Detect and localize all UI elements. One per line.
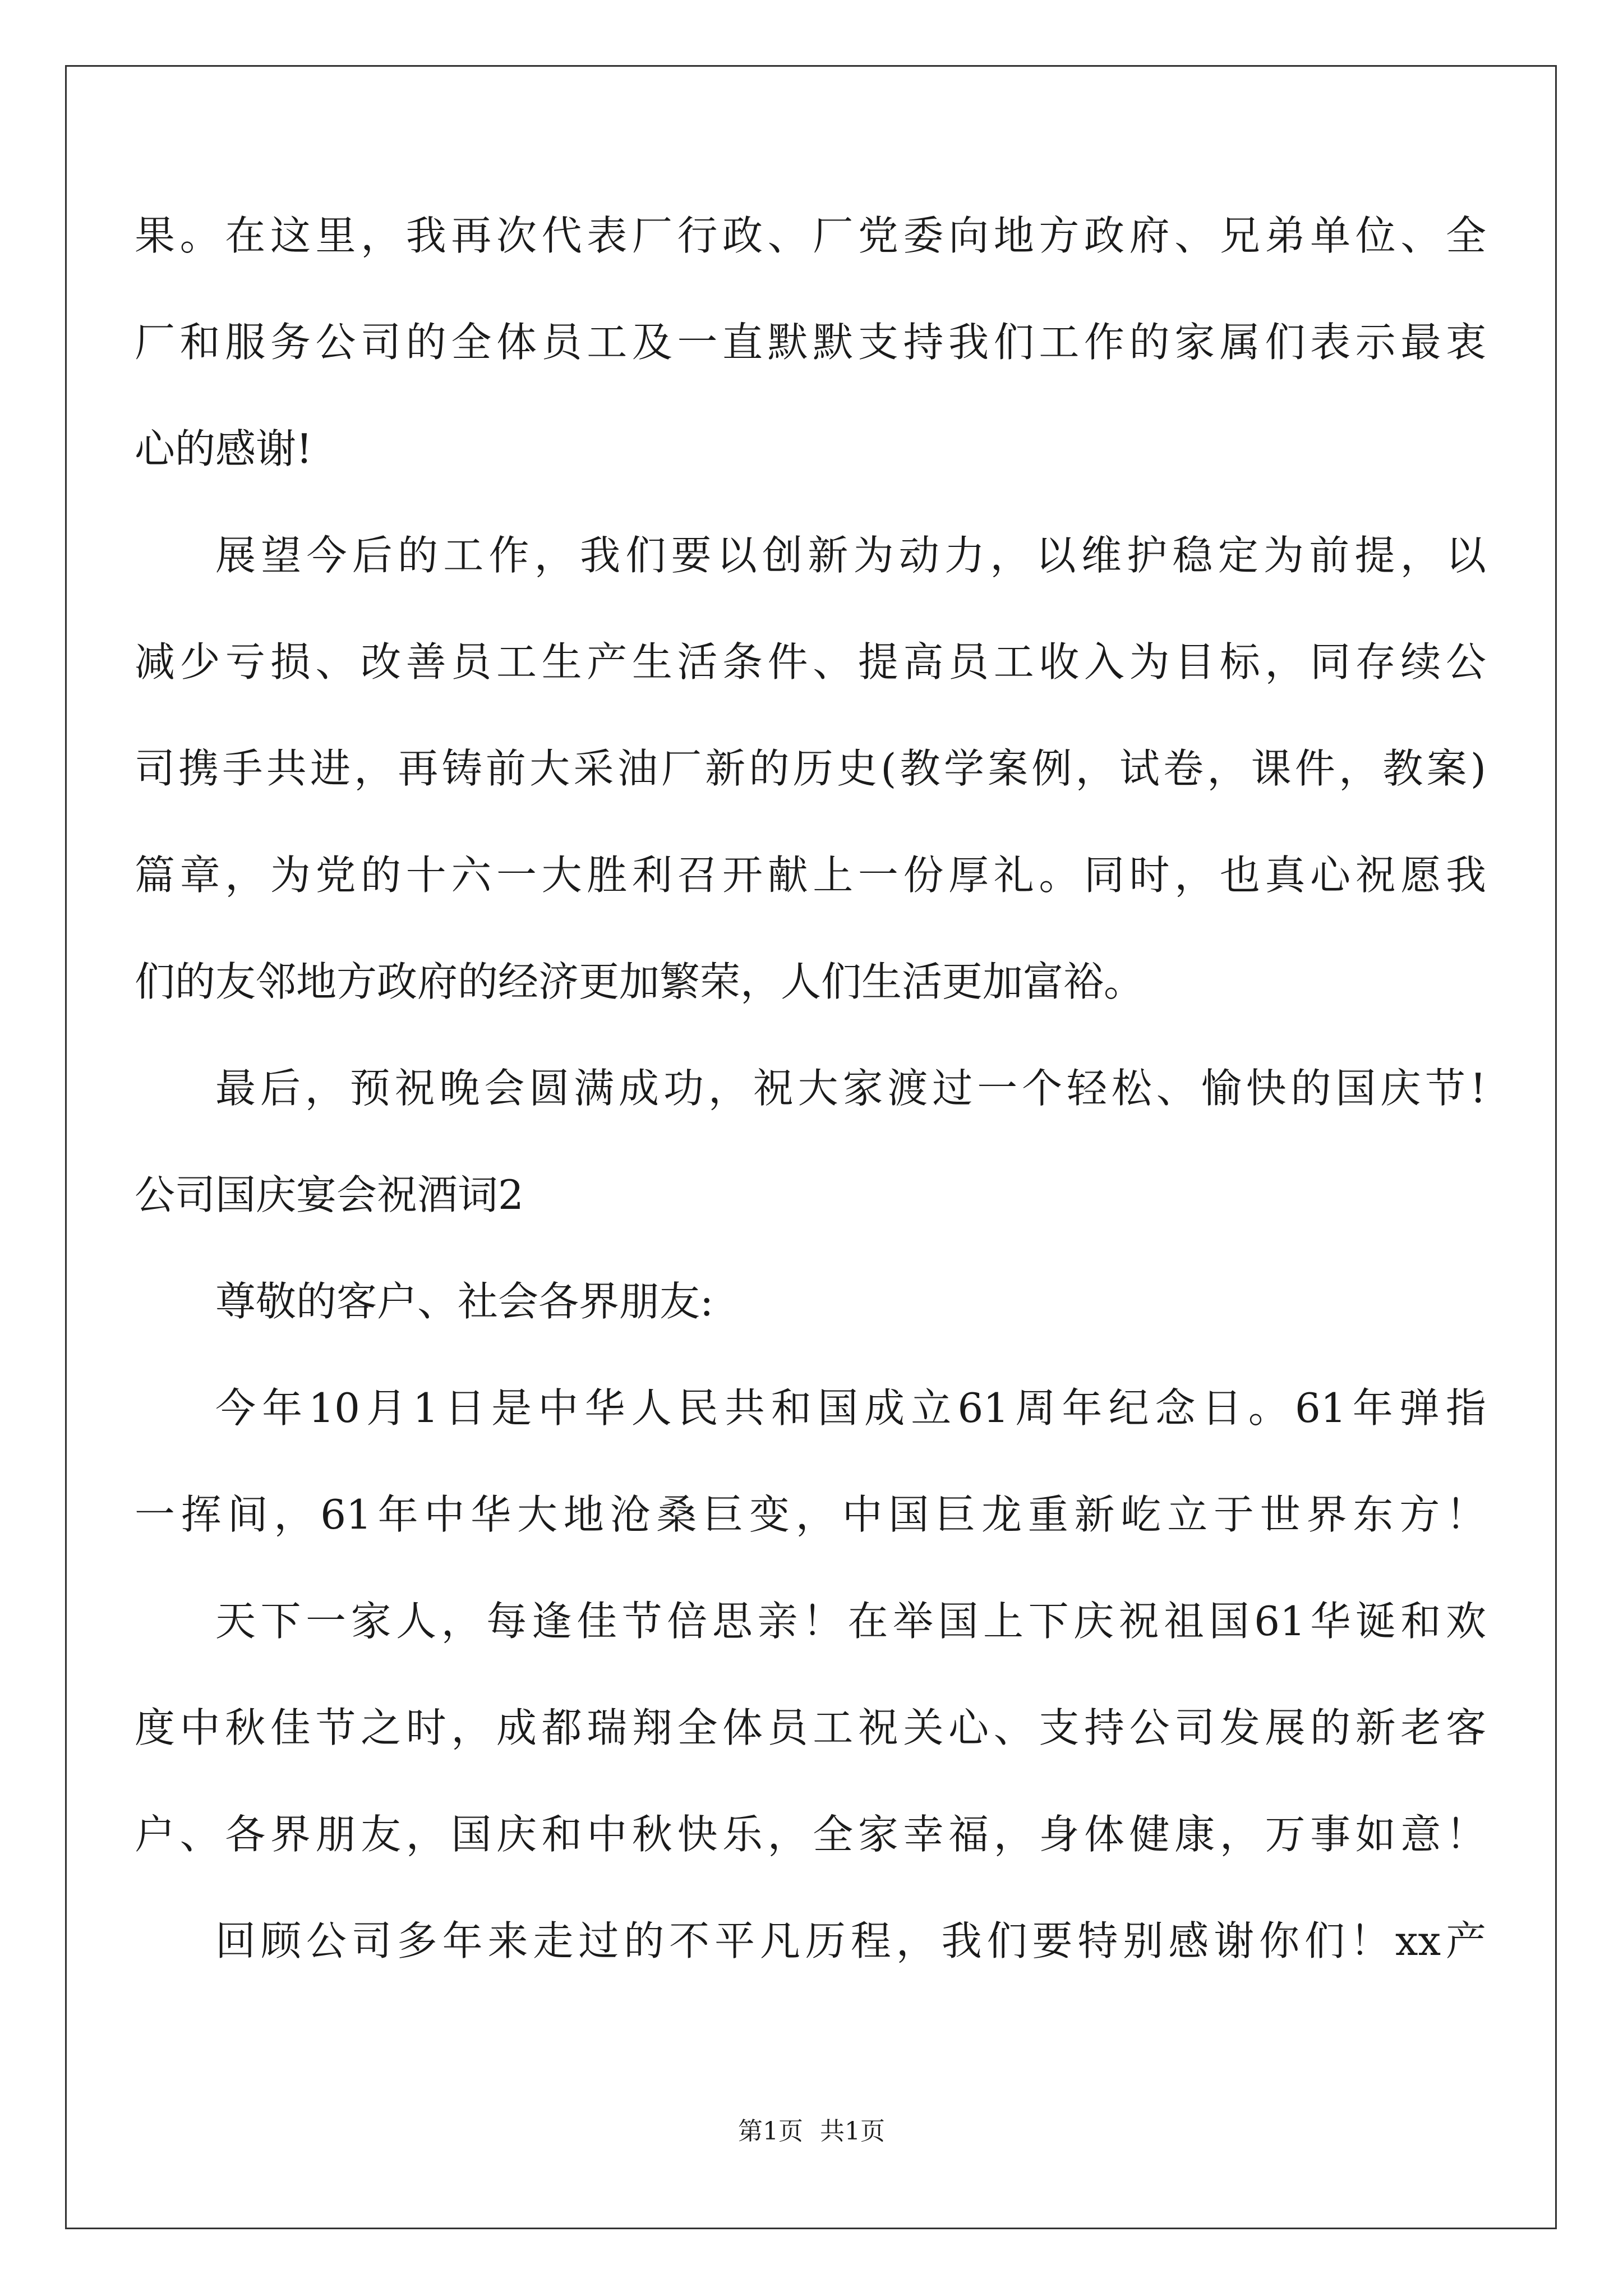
text-line: 篇章，为党的十六一大胜利召开献上一份厚礼。同时，也真心祝愿我 bbox=[135, 852, 1486, 899]
page-number-current: 第1页 bbox=[738, 2117, 803, 2146]
text-line: 户、各界朋友，国庆和中秋快乐，全家幸福，身体健康，万事如意！ bbox=[135, 1811, 1486, 1858]
paragraph-start-line: 今年10月1日是中华人民共和国成立61周年纪念日。61年弹指 bbox=[215, 1384, 1486, 1432]
text-line: 心的感谢! bbox=[135, 425, 312, 472]
text-line: 减少亏损、改善员工生产生活条件、提高员工收入为目标，同存续公 bbox=[135, 638, 1486, 685]
page-footer bbox=[0, 2115, 1623, 2148]
paragraph-start-line: 回顾公司多年来走过的不平凡历程，我们要特别感谢你们！xx产 bbox=[215, 1917, 1486, 1964]
paragraph-start-line: 最后，预祝晚会圆满成功，祝大家渡过一个轻松、愉快的国庆节! bbox=[215, 1065, 1486, 1112]
text-line: 一挥间，61年中华大地沧桑巨变，中国巨龙重新屹立于世界东方！ bbox=[135, 1491, 1486, 1538]
text-line: 司携手共进，再铸前大采油厂新的历史(教学案例，试卷，课件，教案) bbox=[135, 745, 1486, 792]
text-line: 们的友邻地方政府的经济更加繁荣，人们生活更加富裕。 bbox=[135, 958, 1145, 1005]
paragraph-start-line: 展望今后的工作，我们要以创新为动力，以维护稳定为前提，以 bbox=[215, 532, 1486, 579]
text-line: 度中秋佳节之时，成都瑞翔全体员工祝关心、支持公司发展的新老客 bbox=[135, 1704, 1486, 1751]
text-line: 果。在这里，我再次代表厂行政、厂党委向地方政府、兄弟单位、全 bbox=[135, 212, 1486, 259]
page-border bbox=[65, 65, 1557, 2229]
paragraph-start-line: 天下一家人，每逢佳节倍思亲！在举国上下庆祝祖国61华诞和欢 bbox=[215, 1598, 1486, 1645]
section-title: 公司国庆宴会祝酒词2 bbox=[135, 1171, 524, 1218]
salutation: 尊敬的客户、社会各界朋友: bbox=[215, 1278, 714, 1325]
page-number-total: 共1页 bbox=[820, 2117, 885, 2146]
text-line: 厂和服务公司的全体员工及一直默默支持我们工作的家属们表示最衷 bbox=[135, 319, 1486, 366]
